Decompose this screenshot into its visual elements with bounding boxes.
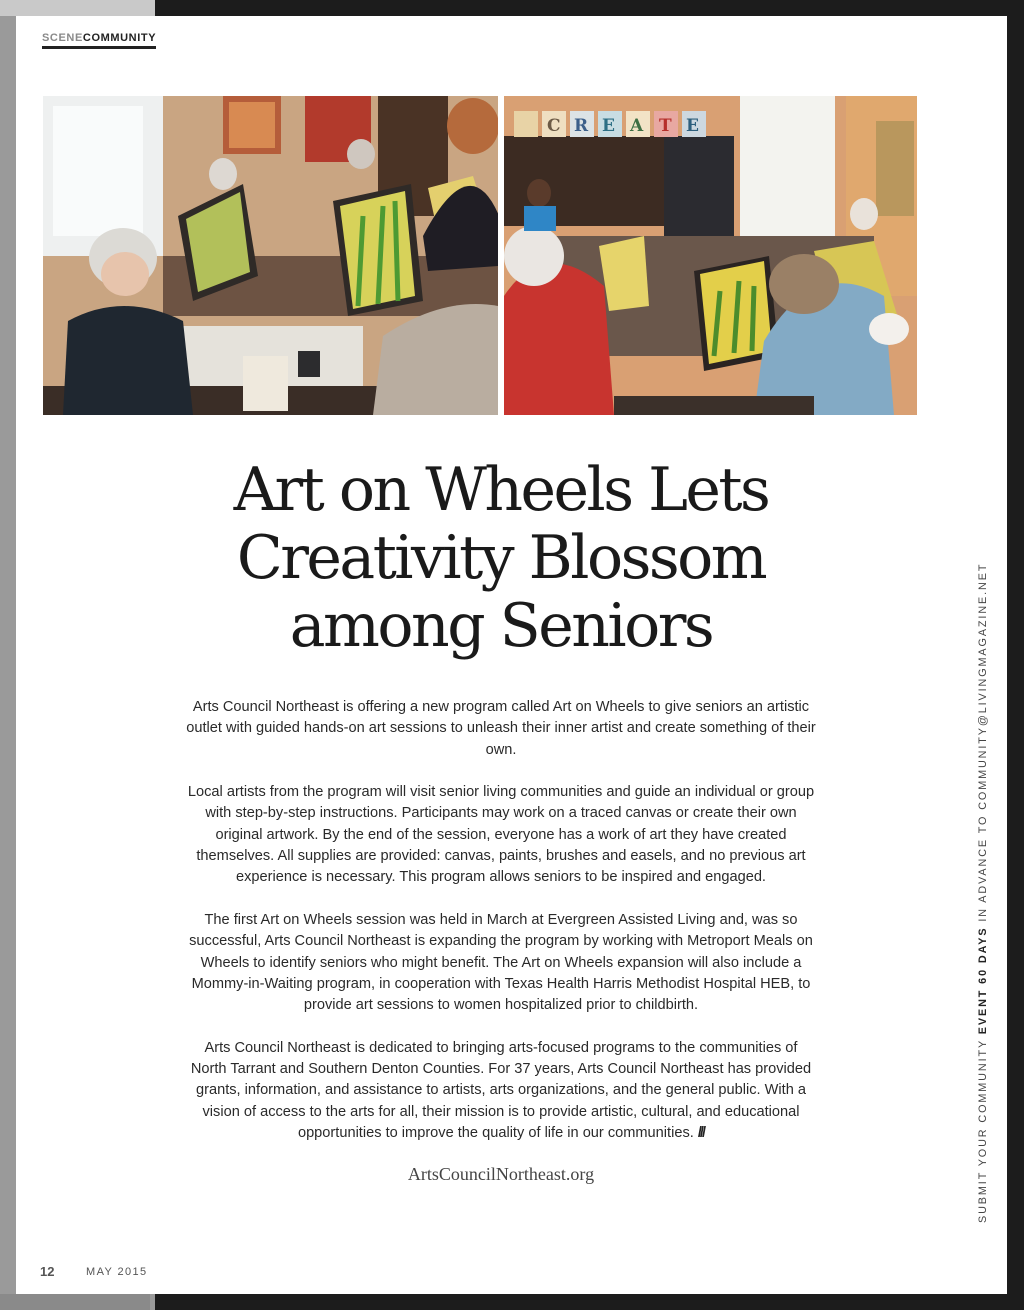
submission-bold: EVENT 60 DAYS [977,926,989,1035]
end-mark: /// [697,1124,705,1141]
headline-line-1: Art on Wheels Lets [233,455,769,525]
section-community: COMMUNITY [82,32,157,44]
headline-line-3: among Seniors [289,591,713,661]
paragraph-4-text: Arts Council Northeast is dedicated to bringing arts-focused programs to the communities of North Tarrant and Southern Denton Counties. For 37 years, Arts Council Northeast has provided grants, information, and assistance to artists, arts organizations, and the general public. With a vision of access to the arts for all, their mission is to provide artistic, cultural, and educational opportunities to improve the quality of life in our communities. [190,1039,812,1141]
section-scene: SCENE [42,32,83,44]
page-number: 12 [40,1264,55,1279]
submission-prefix: SUBMIT YOUR COMMUNITY [977,1034,989,1223]
svg-text:C: C [547,116,561,136]
article-body [186,697,816,1166]
page-frame-bottom [0,1294,150,1310]
submission-suffix: IN ADVANCE TO COMMUNITY@LIVINGMAGAZINE.NET [977,562,989,927]
paragraph-1: Arts Council Northeast is offering a new program called Art on Wheels to give seniors an artistic outlet with guided hands-on art sessions to unleash their inner artist and create something of their own. [186,699,816,758]
magazine-page [16,16,1007,1294]
photo-seniors-painting-left [43,96,498,415]
issue-date: MAY 2015 [86,1266,148,1278]
submission-note [977,563,989,1223]
svg-text:A: A [630,116,644,136]
website-link[interactable]: ArtsCouncilNortheast.org [407,1164,595,1184]
photo-seniors-painting-right [504,96,917,415]
svg-text:E: E [602,116,615,136]
svg-text:T: T [659,116,672,136]
page-frame-top [0,0,155,16]
paragraph-3: The first Art on Wheels session was held in March at Evergreen Assisted Living and, was so successful, Arts Council Northeast is expanding the program by working with Metroport Meals on Wheels to identify seniors who might benefit. The Art on Wheels expansion will also include a Mommy-in-Waiting program, in cooperation with Texas Health Harris Methodist Hospital HEB, to provide art sessions to women hospitalized prior to childbirth. [189,911,813,1014]
section-tag [42,31,156,49]
svg-text:R: R [574,116,589,136]
paragraph-4 [186,1038,816,1144]
paragraph-2: Local artists from the program will visit senior living communities and guide an individual or group with step-by-step instructions. Participants may work on a traced canvas or create their own original artwork. By the end of the session, everyone has a work of art they have created themselves. All supplies are provided: canvas, paints, brushes and easels, and no previous art experience is necessary. This program allows seniors to be inspired and engaged. [187,784,815,886]
svg-text:E: E [686,116,699,136]
headline-line-2: Creativity Blossom [236,523,766,593]
article-headline [136,456,866,660]
